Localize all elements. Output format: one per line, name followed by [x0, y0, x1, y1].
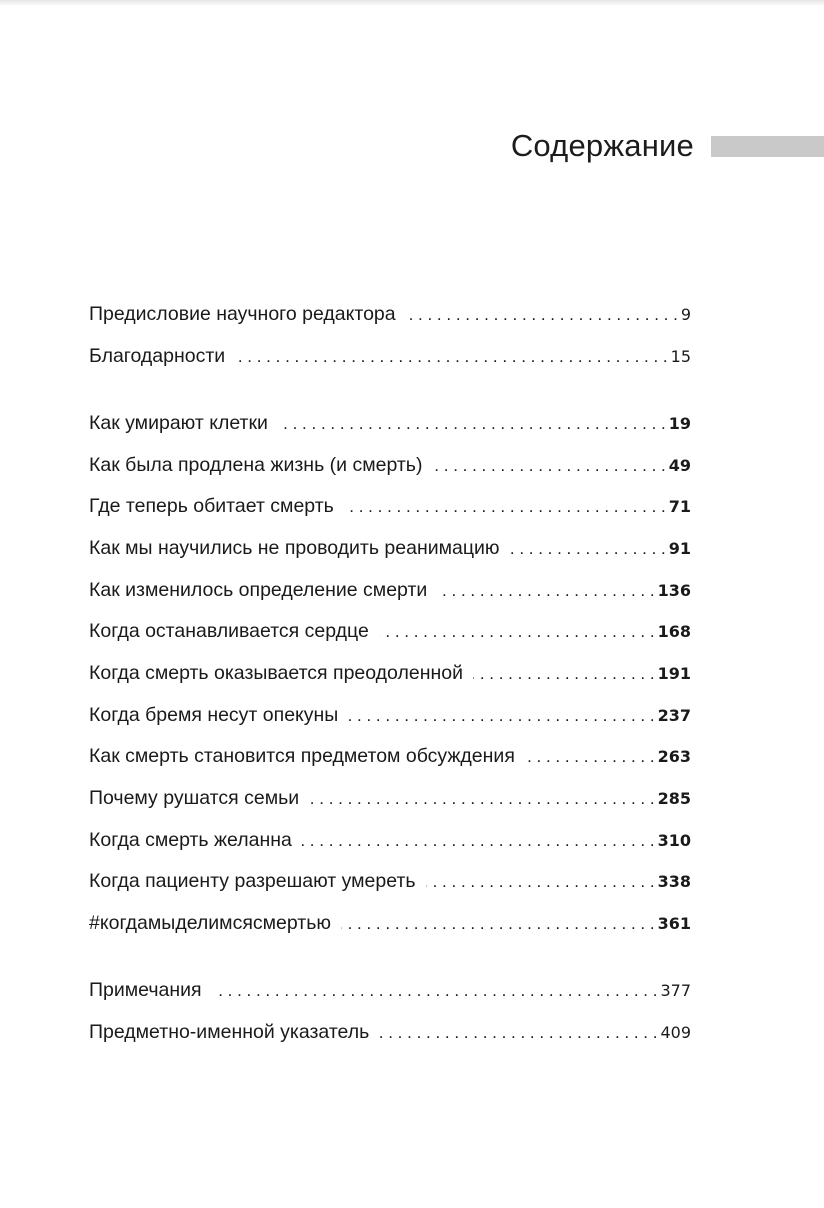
dot-leader — [473, 664, 655, 684]
toc-entry-page: 409 — [660, 1023, 691, 1042]
toc-entry-chapter-1[interactable] — [89, 450, 691, 480]
toc-entry-page: 136 — [657, 581, 691, 600]
toc-entry-chapter-0[interactable] — [89, 408, 691, 438]
toc-entry-chapter-9[interactable] — [89, 783, 691, 813]
toc-entry-title: Когда останавливается сердце — [89, 620, 369, 642]
dot-leader — [344, 497, 666, 517]
toc-entry-chapter-2[interactable] — [89, 491, 691, 521]
toc-entry-title: Предметно-именной указатель — [89, 1021, 370, 1043]
dot-leader — [406, 305, 678, 325]
dot-leader — [278, 414, 666, 434]
toc-entry-title: Где теперь обитает смерть — [89, 495, 334, 517]
toc-entry-page: 338 — [657, 872, 691, 891]
toc-entry-page: 91 — [668, 539, 691, 558]
toc-entry-title: Предисловие научного редактора — [89, 303, 396, 325]
toc-entry-front-1[interactable] — [89, 341, 691, 371]
toc-entry-page: 168 — [657, 622, 691, 641]
toc-entry-title: Как мы научились не проводить реанимацию — [89, 537, 500, 559]
toc-entry-title: Как смерть становится предметом обсуждения — [89, 745, 515, 767]
toc-entry-page: 9 — [680, 305, 691, 324]
dot-leader — [525, 747, 655, 767]
toc-entry-title: Как умирают клетки — [89, 412, 268, 434]
toc-entry-back-1[interactable] — [89, 1017, 691, 1047]
toc-entry-title: Как была продлена жизнь (и смерть) — [89, 454, 423, 476]
dot-leader — [437, 581, 654, 601]
toc-entry-page: 49 — [668, 456, 691, 475]
dot-leader — [432, 456, 665, 476]
dot-leader — [212, 981, 658, 1001]
dot-leader — [379, 622, 655, 642]
toc-entry-page: 310 — [657, 831, 691, 850]
toc-entry-chapter-3[interactable] — [89, 533, 691, 563]
toc-entry-front-0[interactable] — [89, 299, 691, 329]
toc-entry-title: Когда пациенту разрешают умереть — [89, 870, 416, 892]
toc-entry-chapter-11[interactable] — [89, 866, 691, 896]
dot-leader — [341, 914, 655, 934]
dot-leader — [348, 706, 654, 726]
toc-entry-chapter-10[interactable] — [89, 825, 691, 855]
toc-entry-page: 71 — [668, 497, 691, 516]
toc-entry-back-0[interactable] — [89, 975, 691, 1005]
dot-leader — [235, 347, 667, 367]
dot-leader — [309, 789, 654, 809]
page-top-shadow — [0, 0, 824, 6]
toc-entry-chapter-8[interactable] — [89, 741, 691, 771]
toc-entry-chapter-5[interactable] — [89, 616, 691, 646]
toc-entry-page: 377 — [660, 981, 691, 1000]
toc-entry-page: 285 — [657, 789, 691, 808]
toc-entry-title: Когда смерть желанна — [89, 829, 292, 851]
toc-entry-title: Благодарности — [89, 345, 226, 367]
toc-entry-chapter-4[interactable] — [89, 575, 691, 605]
toc-entry-page: 19 — [668, 414, 691, 433]
toc-entry-title: #когдамыделимсясмертью — [89, 912, 332, 934]
toc-entry-chapter-12[interactable] — [89, 908, 691, 938]
dot-leader — [426, 872, 655, 892]
toc-entry-title: Когда бремя несут опекуны — [89, 704, 339, 726]
dot-leader — [379, 1023, 657, 1043]
dot-leader — [510, 539, 666, 559]
toc-entry-title: Примечания — [89, 979, 202, 1001]
page-title: Содержание — [510, 128, 694, 163]
toc-entry-page: 237 — [657, 706, 691, 725]
toc-entry-page: 361 — [657, 914, 691, 933]
toc-entry-title: Когда смерть оказывается преодоленной — [89, 662, 463, 684]
toc-entry-chapter-6[interactable] — [89, 658, 691, 688]
toc-entry-page: 263 — [657, 747, 691, 766]
dot-leader — [302, 831, 655, 851]
toc-entry-title: Почему рушатся семьи — [89, 787, 300, 809]
heading-accent-bar — [711, 136, 824, 157]
toc-entry-page: 15 — [670, 347, 691, 366]
toc-entry-chapter-7[interactable] — [89, 700, 691, 730]
toc-entry-title: Как изменилось определение смерти — [89, 579, 428, 601]
toc-entry-page: 191 — [657, 664, 691, 683]
